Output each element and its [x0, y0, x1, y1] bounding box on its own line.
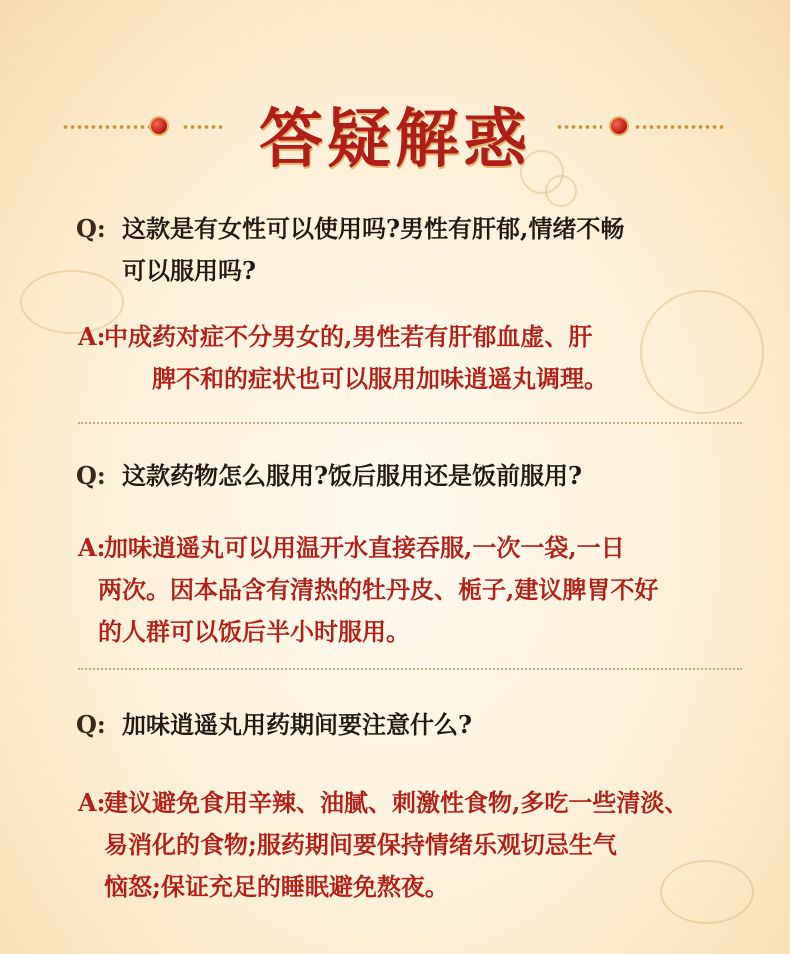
question-line: 加味逍遥丸用药期间要注意什么?	[122, 710, 473, 739]
divider	[78, 668, 742, 670]
question-label: Q:	[76, 710, 106, 739]
answer-label: A:	[78, 322, 106, 351]
page-title: 答疑解惑	[259, 102, 531, 177]
question-label: Q:	[76, 461, 106, 490]
question-label: Q:	[76, 214, 106, 243]
answer-line: 两次。因本品含有清热的牡丹皮、栀子,建议脾胃不好	[98, 575, 659, 604]
answer-line: 加味逍遥丸可以用温开水直接吞服,一次一袋,一日	[104, 533, 625, 562]
answer-label: A:	[78, 788, 106, 817]
red-bead-ornament	[611, 118, 627, 134]
section-header	[0, 78, 790, 178]
answer-line: 中成药对症不分男女的,男性若有肝郁血虚、肝	[104, 322, 593, 351]
question-line: 可以服用吗?	[122, 256, 257, 285]
dotted-ornament	[556, 122, 602, 132]
decorative-cloud	[640, 290, 764, 414]
answer-line: 的人群可以饭后半小时服用。	[98, 617, 410, 646]
answer-line: 恼怒;保证充足的睡眠避免熬夜。	[104, 872, 449, 901]
answer-label: A:	[78, 533, 106, 562]
answer-line: 脾不和的症状也可以服用加味逍遥丸调理。	[152, 364, 608, 393]
question-line: 这款药物怎么服用?饭后服用还是饭前服用?	[122, 461, 583, 490]
answer-line: 建议避免食用辛辣、油腻、刺激性食物,多吃一些清淡、	[104, 788, 689, 817]
answer-line: 易消化的食物;服药期间要保持情绪乐观切忌生气	[104, 830, 617, 859]
divider	[78, 422, 742, 424]
dotted-ornament	[634, 122, 726, 132]
decorative-cloud	[660, 860, 754, 924]
question-line: 这款是有女性可以使用吗?男性有肝郁,情绪不畅	[122, 214, 625, 243]
